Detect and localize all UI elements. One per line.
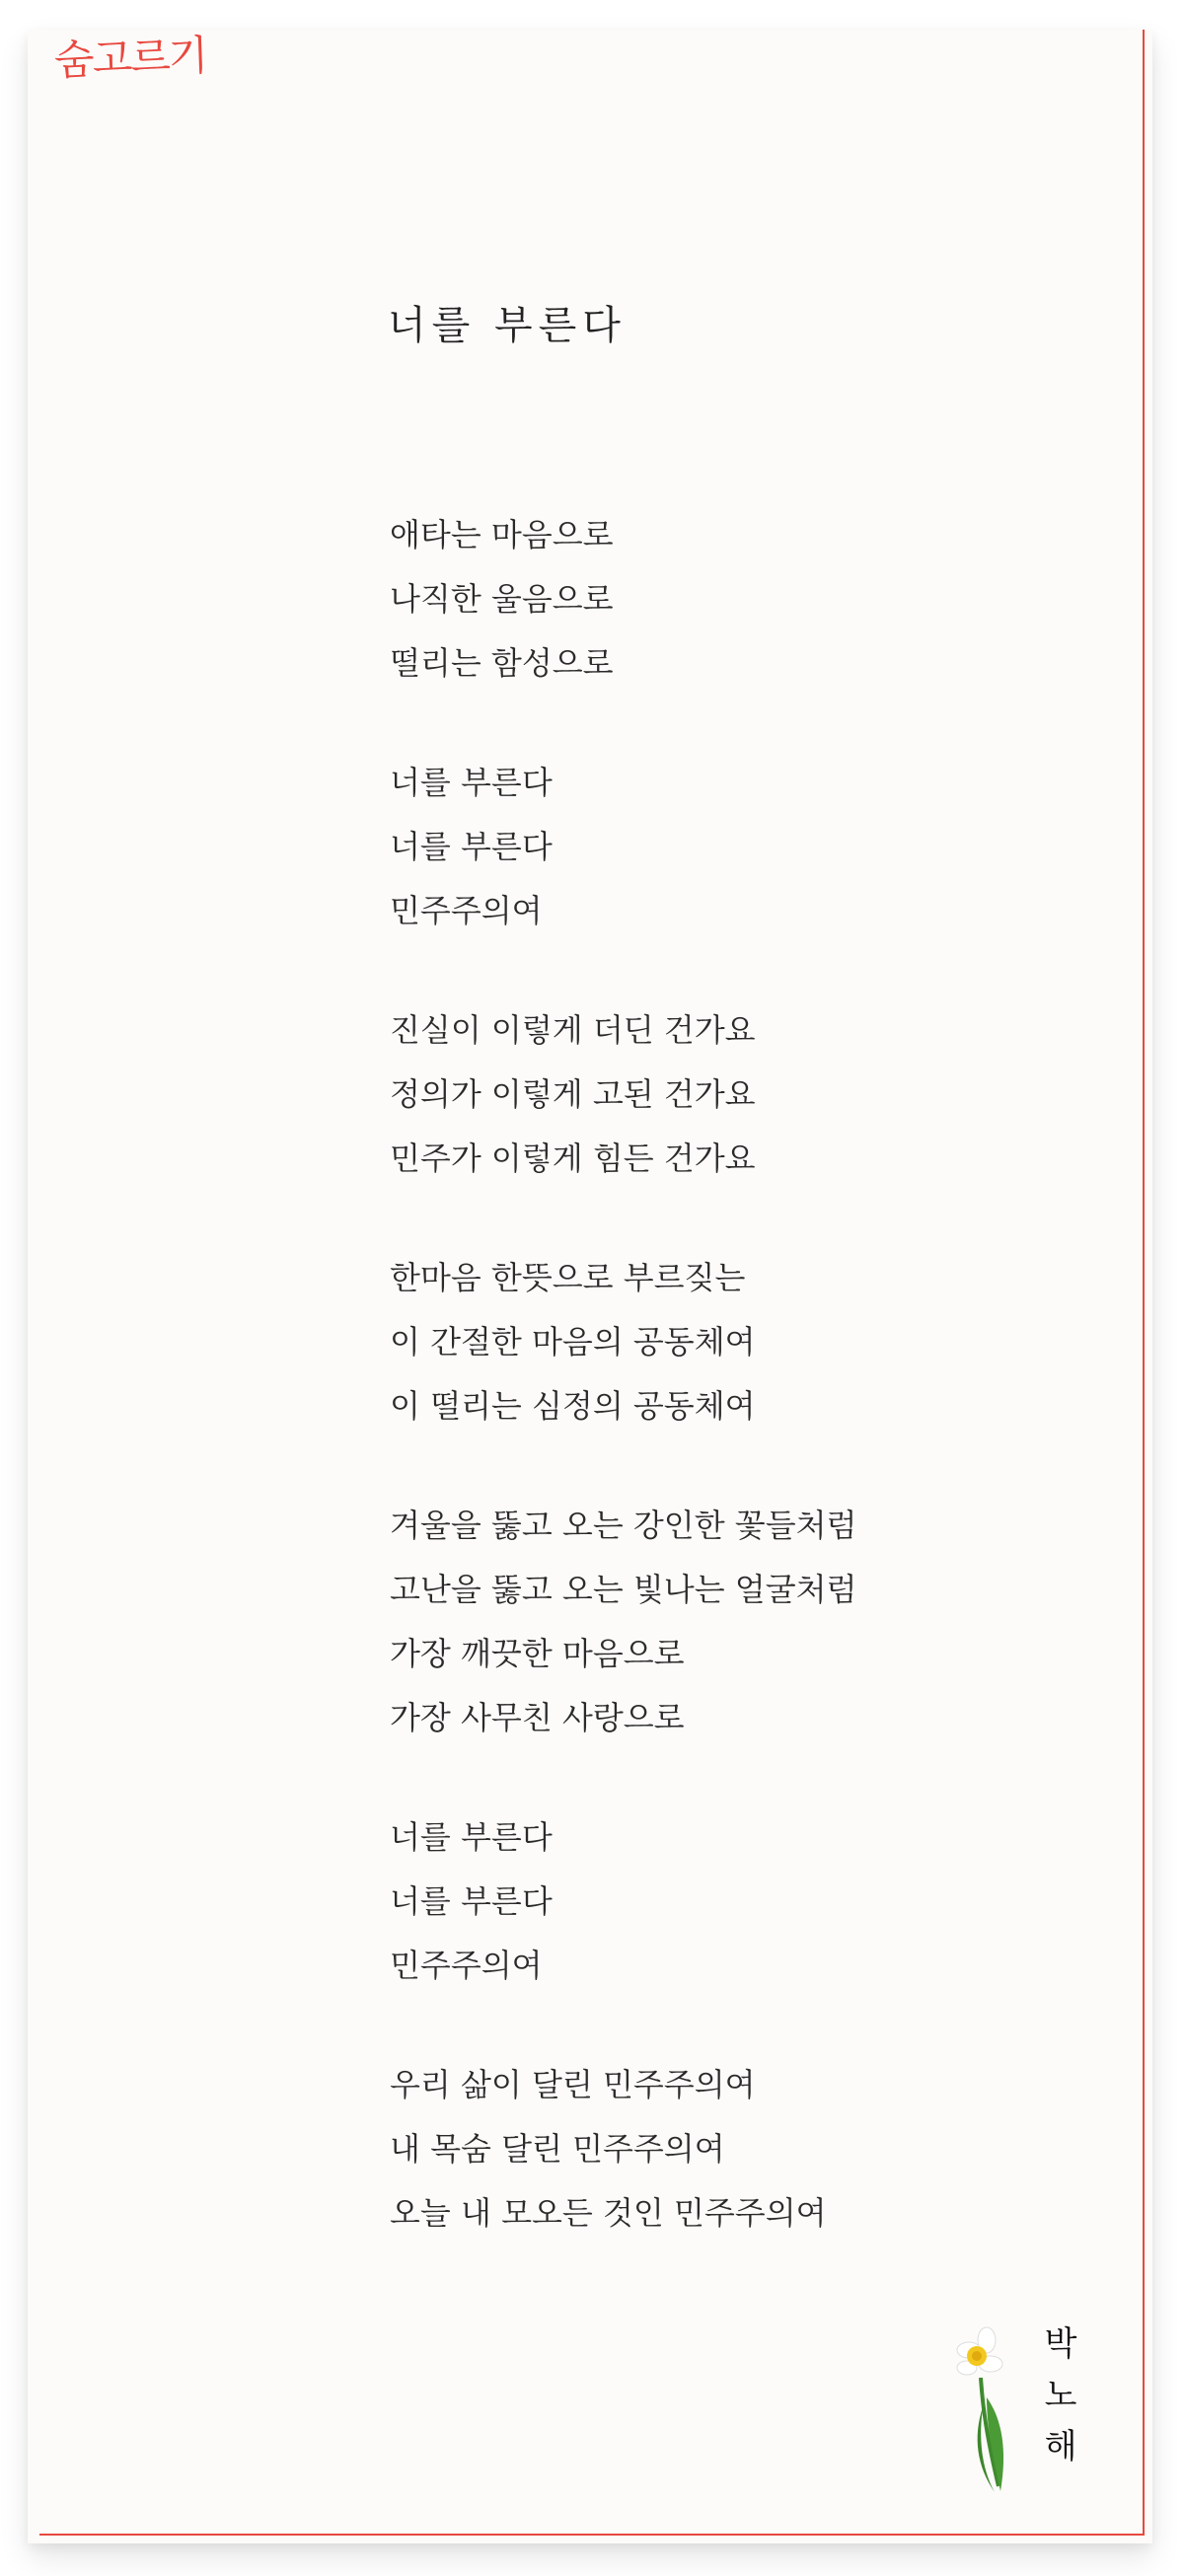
poem-line: 너를 부른다 <box>390 1882 553 1920</box>
author-signature <box>947 2309 1095 2496</box>
poem-line: 한마음 한뜻으로 부르짖는 <box>390 1259 746 1296</box>
stanza <box>390 998 856 1191</box>
poem-line: 이 떨리는 심정의 공동체여 <box>390 1387 756 1425</box>
poem-line: 너를 부른다 <box>390 764 553 801</box>
stanza <box>390 2053 856 2245</box>
poem-line: 너를 부른다 <box>390 828 553 865</box>
poem-line: 떨리는 함성으로 <box>390 644 614 682</box>
poem-line: 오늘 내 모오든 것인 민주주의여 <box>390 2194 827 2232</box>
narcissus-flower-icon <box>947 2309 1026 2496</box>
poem-line: 민주주의여 <box>390 1947 543 1984</box>
stanza <box>390 751 856 943</box>
poem-line: 나직한 울음으로 <box>390 580 614 618</box>
poem-title: 너를 부른다 <box>388 303 627 348</box>
signature-char: 박 <box>1044 2324 1077 2364</box>
poem-line: 민주주의여 <box>390 892 543 929</box>
poem-line: 고난을 뚫고 오는 빛나는 얼굴처럼 <box>390 1571 857 1608</box>
poem-line: 내 목숨 달린 민주주의여 <box>390 2130 725 2168</box>
poem-line: 진실이 이렇게 더딘 건가요 <box>390 1011 756 1049</box>
poem-line: 우리 삶이 달린 민주주의여 <box>390 2066 756 2103</box>
brand-logo: 숨고르기 <box>53 31 208 85</box>
signature-text <box>1036 2318 1085 2472</box>
poem-line: 가장 깨끗한 마음으로 <box>390 1635 685 1672</box>
poem-line: 애타는 마음으로 <box>390 516 614 553</box>
poem-line: 정의가 이렇게 고된 건가요 <box>390 1075 756 1113</box>
stanza <box>390 1494 856 1750</box>
stanza <box>390 1805 856 1998</box>
poem-line: 너를 부른다 <box>390 1818 553 1856</box>
poem-line: 민주가 이렇게 힘든 건가요 <box>390 1140 756 1177</box>
poem-body <box>390 503 856 2301</box>
stanza <box>390 503 856 696</box>
stanza <box>390 1246 856 1438</box>
signature-char: 노 <box>1044 2376 1077 2415</box>
poem-line: 겨울을 뚫고 오는 강인한 꽃들처럼 <box>390 1507 857 1544</box>
poem-line: 이 간절한 마음의 공동체여 <box>390 1323 756 1361</box>
poem-line: 가장 사무친 사랑으로 <box>390 1699 685 1736</box>
signature-char: 해 <box>1044 2427 1077 2466</box>
